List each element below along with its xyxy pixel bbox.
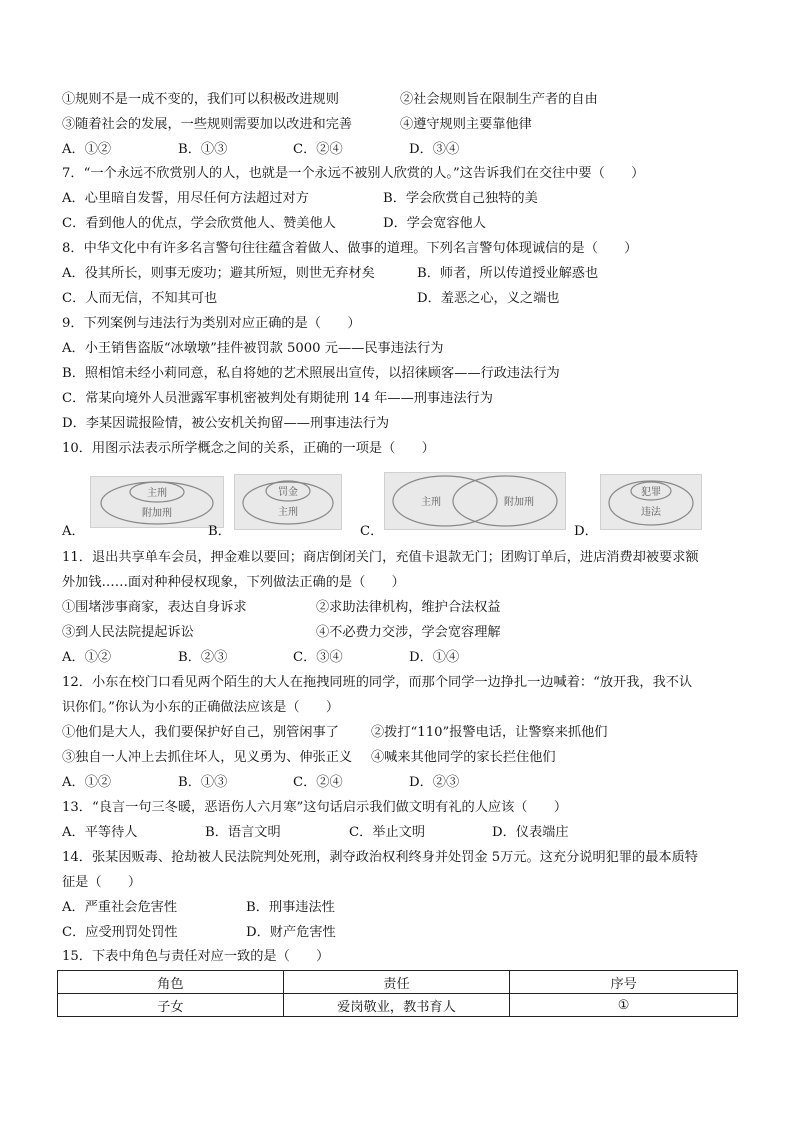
q10-b-outer-label: 主刑 [278, 507, 298, 518]
q10-option-c: C． [360, 524, 384, 539]
q15-stem: 15．下表中角色与责任对应一致的是（ ） [62, 949, 330, 964]
q11-statement-1: ①围堵涉事商家，表达自身诉求 [62, 600, 247, 615]
q11-statement-2: ②求助法律机构，维护合法权益 [316, 600, 501, 615]
q6-statement-3: ③随着社会的发展，一些规则需要加以改进和完善 [62, 117, 353, 132]
q14-option-c: C．应受刑罚处罚性 [62, 925, 178, 940]
q12-option-d: D．②③ [409, 775, 460, 790]
q14-option-d: D．财产危害性 [246, 925, 336, 940]
q6-statement-4: ④遵守规则主要靠他律 [400, 117, 532, 132]
q10-stem: 10．用图示法表示所学概念之间的关系，正确的一项是（ ） [62, 441, 435, 456]
q14-stem-line1: 14．张某因贩毒、抢劫被人民法院判处死刑，剥夺政治权利终身并处罚金 5万元。这充分说明犯罪的最本质特 [62, 850, 698, 865]
table-header-duty: 责任 [283, 971, 510, 994]
q10-option-a: A． [62, 524, 85, 539]
q12-stem-line1: 12．小东在校门口看见两个陌生的大人在拖拽同班的同学，而那个同学一边挣扎一边喊着：“放开我，我不认 [62, 675, 693, 690]
q12-option-a: A．①② [62, 775, 112, 790]
q10-option-b: B． [208, 524, 231, 539]
table-cell-duty: 爱岗敬业，教书育人 [283, 994, 510, 1017]
q7-stem: 7．“一个永远不欣赏别人的人，也就是一个永远不被别人欣赏的人。”这告诉我们在交往中要（ ） [62, 166, 645, 181]
q7-option-b: B．学会欣赏自己独特的美 [383, 191, 538, 206]
q6-option-c: C．②④ [293, 142, 343, 157]
table-header-role: 角色 [58, 971, 284, 994]
q14-option-b: B．刑事违法性 [246, 900, 335, 915]
q10-diagram-b [234, 474, 342, 530]
q10-a-outer-label: 附加刑 [142, 508, 172, 519]
q11-option-b: B．②③ [178, 650, 228, 665]
q10-diagram-row [62, 470, 742, 540]
table-row [58, 994, 738, 1017]
q11-stem-line2: 外加钱……面对种种侵权现象，下列做法正确的是（ ） [62, 575, 405, 590]
q13-stem: 13．“良言一句三冬暖，恶语伤人六月寒”这句话启示我们做文明有礼的人应该（ ） [62, 800, 568, 815]
q11-option-d: D．①④ [409, 650, 460, 665]
q12-statement-2: ②拨打“110”报警电话，让警察来抓他们 [371, 725, 608, 740]
q7-option-c: C．看到他人的优点，学会欣赏他人、赞美他人 [62, 216, 336, 231]
q13-option-c: C．举止文明 [349, 825, 426, 840]
q12-option-b: B．①③ [178, 775, 228, 790]
q8-option-b: B．师者，所以传道授业解惑也 [417, 266, 599, 281]
table-header-number: 序号 [510, 971, 738, 994]
q12-option-c: C．②④ [293, 775, 343, 790]
q7-option-d: D．学会宽容他人 [383, 216, 486, 231]
q12-stem-line2: 识你们。”你认为小东的正确做法应该是（ ） [62, 700, 340, 715]
q11-option-a: A．①② [62, 650, 112, 665]
q13-option-b: B．语言文明 [205, 825, 281, 840]
q10-a-inner-label: 主刑 [147, 488, 167, 499]
table-cell-number: ① [510, 994, 738, 1017]
q9-option-b: B．照相馆未经小莉同意，私自将她的艺术照展出宣传，以招徕顾客——行政违法行为 [62, 366, 560, 381]
q11-stem-line1: 11．退出共享单车会员，押金难以要回；商店倒闭关门，充值卡退款无门；团购订单后，进店消费却被要求额 [62, 550, 699, 565]
table-header-row [58, 971, 738, 994]
q6-statement-2: ②社会规则旨在限制生产者的自由 [400, 92, 598, 107]
q10-b-inner-label: 罚金 [278, 487, 298, 498]
q11-statement-4: ④不必费力交涉，学会宽容理解 [316, 625, 501, 640]
q9-option-a: A．小王销售盗版“冰墩墩”挂件被罚款 5000 元——民事违法行为 [62, 341, 444, 356]
q8-stem: 8．中华文化中有许多名言警句往往蕴含着做人、做事的道理。下列名言警句体现诚信的是（ ） [62, 241, 638, 256]
q6-option-b: B．①③ [178, 142, 228, 157]
q9-stem: 9．下列案例与违法行为类别对应正确的是（ ） [62, 316, 361, 331]
q14-stem-line2: 征是（ ） [62, 875, 142, 890]
q13-option-a: A．平等待人 [62, 825, 138, 840]
q11-statement-3: ③到人民法院提起诉讼 [62, 625, 194, 640]
q15-table [57, 970, 738, 1017]
q10-diagram-a [90, 476, 224, 528]
q6-option-d: D．③④ [409, 142, 460, 157]
q12-statement-4: ④喊来其他同学的家长拦住他们 [371, 750, 556, 765]
q12-statement-1: ①他们是大人，我们要保护好自己，别管闲事了 [62, 725, 339, 740]
table-cell-role: 子女 [58, 994, 284, 1017]
q13-option-d: D．仪表端庄 [492, 825, 569, 840]
q10-diagram-d [600, 474, 702, 530]
q10-c-right-label: 附加刑 [504, 497, 534, 508]
q8-option-c: C．人而无信，不知其可也 [62, 291, 218, 306]
q8-option-d: D．羞恶之心，义之端也 [417, 291, 560, 306]
q10-d-outer-label: 违法 [641, 507, 661, 518]
q7-option-a: A．心里暗自发誓，用尽任何方法超过对方 [62, 191, 309, 206]
q12-statement-3: ③独自一人冲上去抓住坏人，见义勇为、伸张正义 [62, 750, 353, 765]
q10-c-left-label: 主刑 [421, 497, 441, 508]
q6-option-a: A．①② [62, 142, 112, 157]
q8-option-a: A．役其所长，则事无废功；避其所短，则世无弃材矣 [62, 266, 375, 281]
q6-statement-1: ①规则不是一成不变的，我们可以积极改进规则 [62, 92, 339, 107]
q14-option-a: A．严重社会危害性 [62, 900, 178, 915]
q11-option-c: C．③④ [293, 650, 343, 665]
q10-diagram-c [384, 472, 566, 530]
q9-option-d: D．李某因谎报险情，被公安机关拘留——刑事违法行为 [62, 416, 390, 431]
q10-option-d: D． [574, 524, 598, 539]
q10-d-inner-label: 犯罪 [641, 487, 661, 498]
q9-option-c: C．常某向境外人员泄露军事机密被判处有期徒刑 14 年——刑事违法行为 [62, 391, 493, 406]
